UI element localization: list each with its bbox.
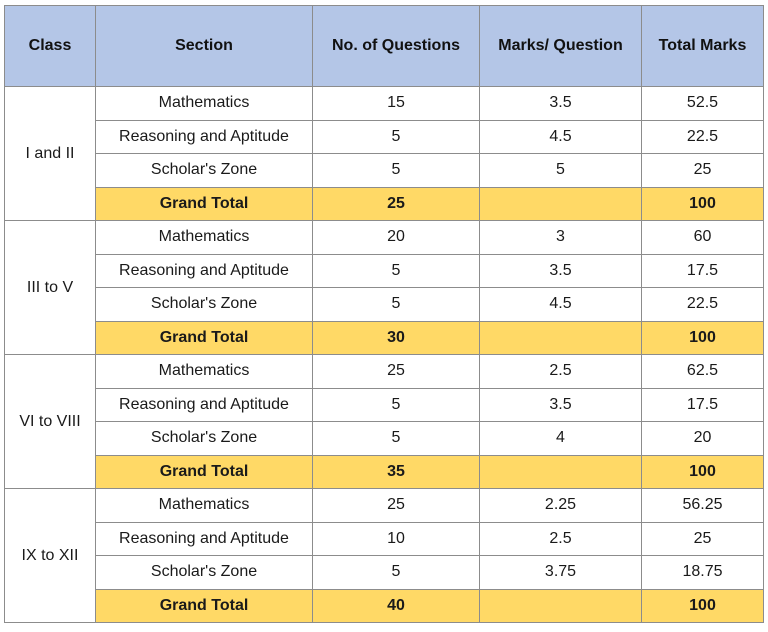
marks-per-question-cell: 2.25 [480, 489, 642, 523]
marks-per-question-cell: 3.75 [480, 556, 642, 590]
marks-per-question-cell: 4 [480, 422, 642, 456]
section-cell: Reasoning and Aptitude [96, 120, 313, 154]
grand-total-questions: 40 [313, 589, 480, 623]
section-cell: Scholar's Zone [96, 288, 313, 322]
grand-total-label: Grand Total [96, 321, 313, 355]
table-row [5, 388, 764, 422]
class-cell: IX to XII [5, 489, 96, 623]
total-marks-cell: 52.5 [642, 87, 764, 121]
questions-cell: 20 [313, 221, 480, 255]
questions-cell: 10 [313, 522, 480, 556]
header-marks-per-question: Marks/ Question [480, 6, 642, 87]
marks-per-question-cell: 3 [480, 221, 642, 255]
questions-cell: 5 [313, 388, 480, 422]
header-section: Section [96, 6, 313, 87]
total-marks-cell: 62.5 [642, 355, 764, 389]
header-total-marks: Total Marks [642, 6, 764, 87]
section-cell: Reasoning and Aptitude [96, 254, 313, 288]
grand-total-marks-per-question [480, 589, 642, 623]
marks-per-question-cell: 5 [480, 154, 642, 188]
table-row [5, 87, 764, 121]
questions-cell: 5 [313, 556, 480, 590]
grand-total-label: Grand Total [96, 589, 313, 623]
questions-cell: 25 [313, 355, 480, 389]
marks-per-question-cell: 3.5 [480, 254, 642, 288]
table-row [5, 154, 764, 188]
grand-total-marks: 100 [642, 455, 764, 489]
grand-total-row [5, 187, 764, 221]
total-marks-cell: 18.75 [642, 556, 764, 590]
grand-total-marks-per-question [480, 187, 642, 221]
grand-total-marks-per-question [480, 455, 642, 489]
section-cell: Scholar's Zone [96, 556, 313, 590]
grand-total-marks: 100 [642, 321, 764, 355]
table-header [5, 6, 764, 87]
grand-total-label: Grand Total [96, 187, 313, 221]
total-marks-cell: 22.5 [642, 288, 764, 322]
questions-cell: 5 [313, 422, 480, 456]
table-row [5, 556, 764, 590]
grand-total-questions: 35 [313, 455, 480, 489]
total-marks-cell: 17.5 [642, 254, 764, 288]
class-cell: I and II [5, 87, 96, 221]
total-marks-cell: 22.5 [642, 120, 764, 154]
header-questions: No. of Questions [313, 6, 480, 87]
grand-total-row [5, 321, 764, 355]
marks-per-question-cell: 4.5 [480, 288, 642, 322]
total-marks-cell: 56.25 [642, 489, 764, 523]
total-marks-cell: 25 [642, 154, 764, 188]
total-marks-cell: 17.5 [642, 388, 764, 422]
table-row [5, 254, 764, 288]
table-row [5, 489, 764, 523]
marks-per-question-cell: 3.5 [480, 87, 642, 121]
marks-per-question-cell: 2.5 [480, 355, 642, 389]
marks-per-question-cell: 4.5 [480, 120, 642, 154]
questions-cell: 25 [313, 489, 480, 523]
section-cell: Mathematics [96, 87, 313, 121]
questions-cell: 5 [313, 120, 480, 154]
marks-per-question-cell: 2.5 [480, 522, 642, 556]
total-marks-cell: 25 [642, 522, 764, 556]
header-class: Class [5, 6, 96, 87]
section-cell: Reasoning and Aptitude [96, 522, 313, 556]
table-body [5, 87, 764, 623]
section-cell: Scholar's Zone [96, 154, 313, 188]
table-row [5, 221, 764, 255]
table-row [5, 288, 764, 322]
grand-total-questions: 30 [313, 321, 480, 355]
total-marks-cell: 60 [642, 221, 764, 255]
total-marks-cell: 20 [642, 422, 764, 456]
section-cell: Mathematics [96, 221, 313, 255]
section-cell: Reasoning and Aptitude [96, 388, 313, 422]
grand-total-questions: 25 [313, 187, 480, 221]
grand-total-marks-per-question [480, 321, 642, 355]
questions-cell: 5 [313, 254, 480, 288]
class-cell: III to V [5, 221, 96, 355]
section-cell: Scholar's Zone [96, 422, 313, 456]
class-cell: VI to VIII [5, 355, 96, 489]
section-cell: Mathematics [96, 355, 313, 389]
grand-total-row [5, 589, 764, 623]
grand-total-marks: 100 [642, 589, 764, 623]
marks-per-question-cell: 3.5 [480, 388, 642, 422]
section-cell: Mathematics [96, 489, 313, 523]
grand-total-marks: 100 [642, 187, 764, 221]
table-row [5, 120, 764, 154]
table-row [5, 355, 764, 389]
questions-cell: 5 [313, 154, 480, 188]
marks-table [4, 5, 764, 623]
table-row [5, 522, 764, 556]
grand-total-row [5, 455, 764, 489]
questions-cell: 15 [313, 87, 480, 121]
header-row [5, 6, 764, 87]
grand-total-label: Grand Total [96, 455, 313, 489]
table-row [5, 422, 764, 456]
questions-cell: 5 [313, 288, 480, 322]
